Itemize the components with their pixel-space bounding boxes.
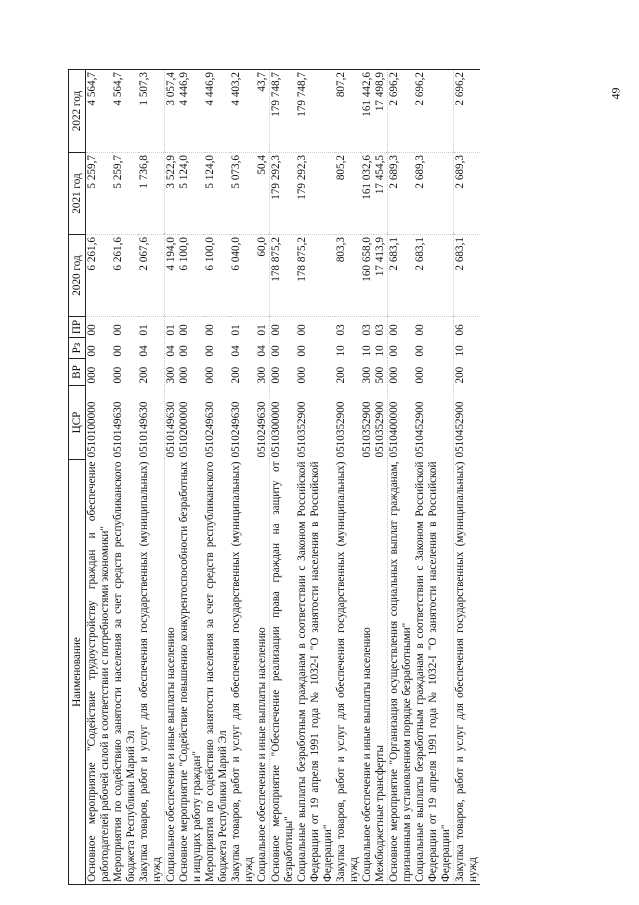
row-name: Социальные выплаты безработным гражданам в соответствии с Законом Российской Федерации от 19 апреля 1991 года № 1032-I "О занятости населения в Российской Федерации" bbox=[414, 460, 453, 885]
row-rz: 10 bbox=[334, 345, 347, 357]
row-csr: 0510452900 bbox=[453, 401, 466, 458]
row-name: Закупка товаров, работ и услуг для обеспечения государственных (муниципальных) нужд bbox=[138, 460, 164, 885]
row-name: Межбюджетные трансферты bbox=[374, 460, 387, 885]
row-rz: 00 bbox=[387, 345, 400, 357]
row-2020: 6 100,0 bbox=[204, 235, 230, 317]
row-2021: 1 736,8 bbox=[138, 153, 164, 235]
row-rz: 00 bbox=[177, 345, 190, 357]
row-2021: 5 124,0 bbox=[178, 153, 204, 235]
row-csr: 0510352900 bbox=[360, 401, 373, 458]
row-2020: 6 261,6 bbox=[112, 235, 138, 317]
row-2021: 161 032,6 bbox=[361, 153, 374, 235]
row-2022: 2 696,2 bbox=[453, 70, 479, 153]
table-row bbox=[230, 70, 256, 885]
row-csr: 0510300000 bbox=[269, 401, 282, 458]
row-rz: 04 bbox=[229, 345, 242, 357]
row-2022: 3 057,4 bbox=[164, 70, 177, 153]
row-pr: 06 bbox=[453, 324, 466, 336]
row-vr: 000 bbox=[387, 366, 400, 384]
table-row bbox=[269, 70, 295, 885]
row-2022: 4 446,9 bbox=[204, 70, 230, 153]
row-pr: 00 bbox=[387, 324, 400, 336]
row-csr: 0510352900 bbox=[334, 401, 347, 458]
row-name: Социальное обеспечение и иные выплаты населению bbox=[361, 460, 374, 885]
page-number: 49 bbox=[608, 87, 623, 100]
row-rz: 00 bbox=[414, 338, 453, 359]
table-row bbox=[387, 70, 413, 885]
row-vr: 000 bbox=[203, 366, 216, 384]
table-row bbox=[414, 70, 453, 885]
row-rz: 00 bbox=[269, 345, 282, 357]
row-pr: 00 bbox=[414, 317, 453, 338]
row-name: Закупка товаров, работ и услуг для обеспечения государственных (муниципальных) нужд bbox=[230, 460, 256, 885]
header-csr: ЦСР bbox=[69, 386, 86, 460]
row-rz: 00 bbox=[203, 345, 216, 357]
row-vr: 200 bbox=[334, 366, 347, 384]
row-2022: 1 507,3 bbox=[138, 70, 164, 153]
budget-table-container bbox=[68, 70, 620, 885]
row-rz: 00 bbox=[111, 345, 124, 357]
row-name: Мероприятия по содействию занятости населения за счет средств республиканского бюджета Республики Марий Эл bbox=[112, 460, 138, 885]
budget-table bbox=[68, 69, 480, 885]
row-vr: 000 bbox=[295, 366, 308, 384]
row-vr: 200 bbox=[138, 359, 164, 386]
row-pr: 00 bbox=[203, 324, 216, 336]
row-2022: 179 748,7 bbox=[269, 70, 295, 153]
row-2022: 43,7 bbox=[256, 70, 269, 153]
table-row bbox=[256, 70, 269, 885]
table-row bbox=[178, 70, 204, 885]
row-csr: 0510200000 bbox=[177, 401, 190, 458]
row-pr: 01 bbox=[138, 317, 164, 338]
row-vr: 200 bbox=[229, 366, 242, 384]
row-2021: 50,4 bbox=[256, 153, 269, 235]
row-2021: 2 689,3 bbox=[414, 153, 453, 235]
row-2020: 17 413,9 bbox=[374, 235, 387, 317]
row-rz: 10 bbox=[374, 338, 387, 359]
table-row bbox=[112, 70, 138, 885]
row-pr: 03 bbox=[334, 324, 347, 336]
row-2021: 5 259,7 bbox=[112, 153, 138, 235]
row-name: Социальное обеспечение и иные выплаты населению bbox=[256, 460, 269, 885]
row-2021: 179 292,3 bbox=[269, 153, 295, 235]
row-vr: 300 bbox=[360, 366, 373, 384]
row-rz: 10 bbox=[360, 345, 373, 357]
row-vr: 000 bbox=[269, 366, 282, 384]
row-csr: 0510149630 bbox=[164, 401, 177, 458]
table-row bbox=[86, 70, 112, 885]
row-2020: 6 100,0 bbox=[178, 235, 204, 317]
row-name: Социальное обеспечение и иные выплаты населению bbox=[164, 460, 177, 885]
row-csr: 0510249630 bbox=[229, 401, 242, 458]
row-2022: 179 748,7 bbox=[296, 70, 335, 153]
row-2022: 4 446,9 bbox=[178, 70, 204, 153]
row-csr: 0510149630 bbox=[138, 386, 164, 460]
row-rz: 04 bbox=[138, 338, 164, 359]
row-name: Закупка товаров, работ и услуг для обеспечения государственных (муниципальных) нужд bbox=[335, 460, 361, 885]
row-2020: 6 040,0 bbox=[230, 235, 256, 317]
table-row bbox=[374, 70, 387, 885]
row-2020: 178 875,2 bbox=[269, 235, 295, 317]
row-pr: 00 bbox=[111, 324, 124, 336]
row-pr: 01 bbox=[256, 317, 269, 338]
row-2022: 17 498,9 bbox=[374, 70, 387, 153]
row-2021: 179 292,3 bbox=[296, 153, 335, 235]
row-rz: 04 bbox=[164, 345, 177, 357]
row-2020: 60,0 bbox=[256, 235, 269, 317]
row-rz: 00 bbox=[86, 345, 98, 357]
row-2020: 160 658,0 bbox=[361, 235, 374, 317]
row-2021: 5 259,7 bbox=[86, 153, 112, 235]
row-2021: 3 522,9 bbox=[164, 153, 177, 235]
row-rz: 04 bbox=[256, 338, 269, 359]
row-2021: 805,2 bbox=[335, 153, 361, 235]
header-2020: 2020 год bbox=[69, 235, 86, 317]
row-vr: 000 bbox=[86, 366, 98, 384]
row-pr: 00 bbox=[269, 324, 282, 336]
row-2020: 2 683,1 bbox=[453, 235, 479, 317]
row-csr: 0510352900 bbox=[374, 386, 387, 460]
row-pr: 03 bbox=[360, 324, 373, 336]
row-2020: 6 261,6 bbox=[86, 235, 112, 317]
row-2022: 807,2 bbox=[335, 70, 361, 153]
row-pr: 00 bbox=[177, 324, 190, 336]
row-name: Основное мероприятие "Организация осуществления социальных выплат гражданам, признанным в установленном порядке безработными" bbox=[387, 460, 413, 885]
row-2022: 2 696,2 bbox=[414, 70, 453, 153]
row-2021: 2 689,3 bbox=[387, 153, 413, 235]
row-vr: 000 bbox=[111, 366, 124, 384]
row-csr: 0510249630 bbox=[203, 401, 216, 458]
row-2021: 5 073,6 bbox=[230, 153, 256, 235]
row-2020: 2 683,1 bbox=[387, 235, 413, 317]
row-2021: 5 124,0 bbox=[204, 153, 230, 235]
row-2021: 2 689,3 bbox=[453, 153, 479, 235]
row-2022: 4 564,7 bbox=[86, 70, 112, 153]
row-csr: 0510452900 bbox=[414, 386, 453, 460]
table-row bbox=[138, 70, 164, 885]
row-name: Основное мероприятие "Обеспечение реализации права граждан на защиту от безработицы" bbox=[269, 460, 295, 885]
row-pr: 01 bbox=[164, 324, 177, 336]
row-pr: 00 bbox=[86, 324, 98, 336]
row-name: Закупка товаров, работ и услуг для обеспечения государственных (муниципальных) нужд bbox=[453, 460, 479, 885]
row-vr: 000 bbox=[414, 359, 453, 386]
header-2021: 2021 год bbox=[69, 153, 86, 235]
row-2022: 4 403,2 bbox=[230, 70, 256, 153]
table-row bbox=[361, 70, 374, 885]
row-2022: 4 564,7 bbox=[112, 70, 138, 153]
header-name: Наименование bbox=[69, 460, 86, 885]
header-pr: ПР bbox=[69, 317, 86, 338]
table-row bbox=[453, 70, 479, 885]
row-vr: 000 bbox=[177, 366, 190, 384]
row-2020: 803,3 bbox=[335, 235, 361, 317]
row-2020: 178 875,2 bbox=[296, 235, 335, 317]
row-csr: 0510249630 bbox=[256, 386, 269, 460]
row-2020: 2 067,6 bbox=[138, 235, 164, 317]
row-2020: 4 194,0 bbox=[164, 235, 177, 317]
row-2020: 2 683,1 bbox=[414, 235, 453, 317]
row-vr: 300 bbox=[164, 366, 177, 384]
row-csr: 0510149630 bbox=[111, 401, 124, 458]
row-pr: 01 bbox=[229, 324, 242, 336]
row-rz: 00 bbox=[295, 345, 308, 357]
row-name: Основное мероприятие "Содействие трудоустройству граждан и обеспечение работодателей рабочей силой в соответствии с потребностями экономики" bbox=[86, 460, 112, 885]
table-row bbox=[335, 70, 361, 885]
row-csr: 0510100000 bbox=[86, 401, 98, 458]
row-vr: 300 bbox=[256, 359, 269, 386]
row-name: Мероприятия по содействию занятости населения за счет средств республиканского бюджета Республики Марий Эл bbox=[204, 460, 230, 885]
row-pr: 03 bbox=[374, 317, 387, 338]
table-header-row bbox=[69, 70, 86, 885]
row-2022: 161 442,6 bbox=[361, 70, 374, 153]
row-2022: 2 696,2 bbox=[387, 70, 413, 153]
header-2022: 2022 год bbox=[69, 70, 86, 153]
row-name: Социальные выплаты безработным гражданам в соответствии с Законом Российской Федерации от 19 апреля 1991 года № 1032-I "О занятости населения в Российской Федерации" bbox=[296, 460, 335, 885]
table-body bbox=[86, 70, 480, 885]
row-rz: 10 bbox=[453, 345, 466, 357]
row-csr: 0510352900 bbox=[295, 401, 308, 458]
header-rz: Рз bbox=[69, 338, 86, 359]
row-vr: 500 bbox=[374, 359, 387, 386]
row-csr: 0510400000 bbox=[387, 401, 400, 458]
row-2021: 17 454,5 bbox=[374, 153, 387, 235]
table-row bbox=[204, 70, 230, 885]
row-vr: 200 bbox=[453, 366, 466, 384]
table-row bbox=[296, 70, 335, 885]
row-name: Основное мероприятие "Содействие повышению конкурентоспособности безработных и ищущих работу граждан" bbox=[178, 460, 204, 885]
row-pr: 00 bbox=[295, 324, 308, 336]
table-row bbox=[164, 70, 177, 885]
header-vr: ВР bbox=[69, 359, 86, 386]
